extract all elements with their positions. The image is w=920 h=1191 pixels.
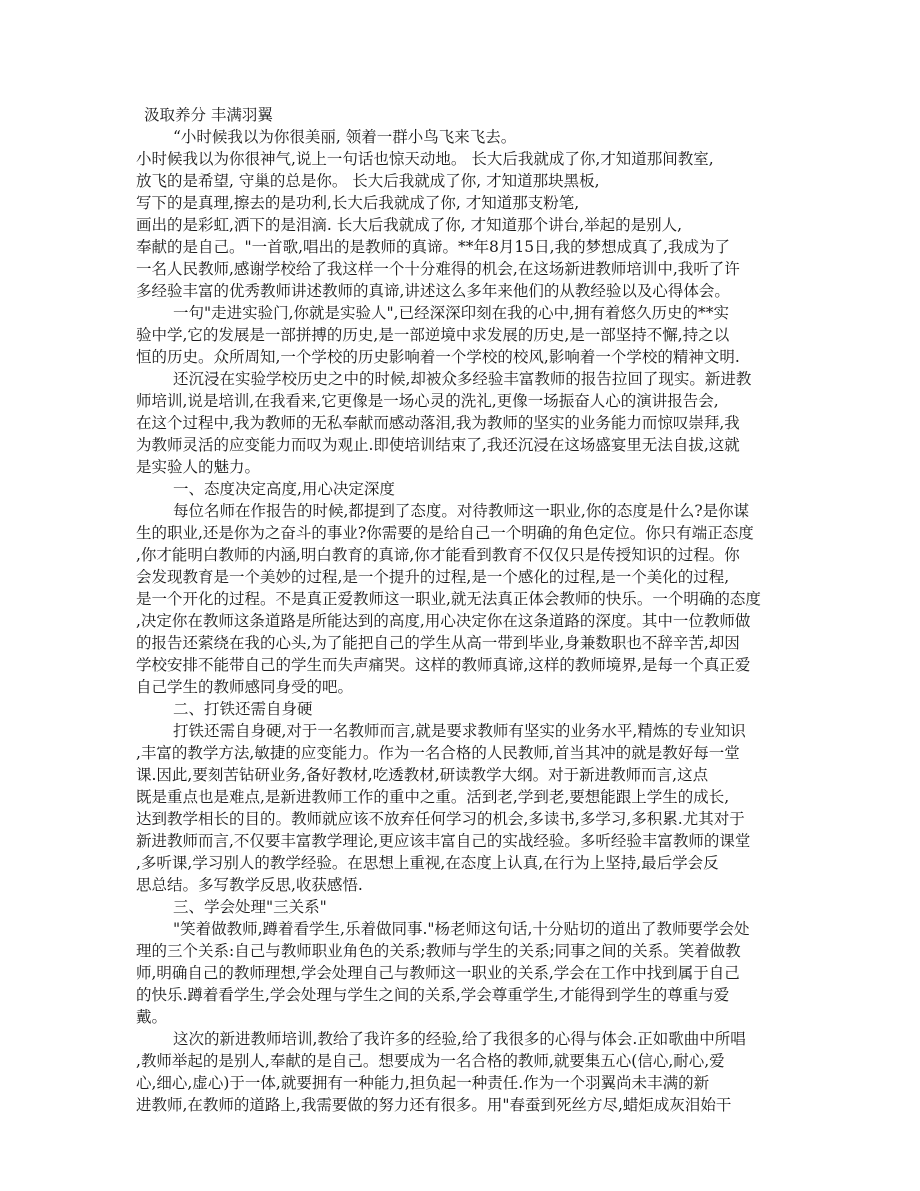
text-line: 会发现教育是一个美妙的过程,是一个提升的过程,是一个感化的过程,是一个美化的过程, [136, 568, 730, 586]
text-line: 既是重点也是难点,是新进教师工作的重中之重。活到老,学到老,要想能跟上学生的成长, [136, 788, 730, 806]
text-line: 的快乐.蹲着看学生,学会处理与学生之间的关系,学会尊重学生,才能得到学生的尊重与爱 [136, 986, 730, 1004]
section-heading: 一、态度决定高度,用心决定深度 [173, 480, 395, 498]
text-line: 生的职业,还是你为之奋斗的事业?你需要的是给自己一个明确的角色定位。你只有端正态度 [136, 524, 754, 542]
section-heading: 三、学会处理"三关系" [173, 898, 327, 916]
text-line: 课.因此,要刻苦钻研业务,备好教材,吃透教材,研读教学大纲。对于新进教师而言,这点 [136, 766, 709, 784]
text-line: 师培训,说是培训,在我看来,它更像是一场心灵的洗礼,更像一场振奋人心的演讲报告会, [136, 392, 719, 410]
text-line: 还沉浸在实验学校历史之中的时候,却被众多经验丰富教师的报告拉回了现实。新进教 [173, 370, 752, 388]
text-line: "笑着做教师,蹲着看学生,乐着做同事."杨老师这句话,十分贴切的道出了教师要学会处 [173, 920, 750, 938]
text-line: 多经验丰富的优秀教师讲述教师的真谛,讲述这么多年来他们的从教经验以及心得体会。 [136, 282, 730, 300]
text-line: ,决定你在教师这条道路是所能达到的高度,用心决定你在这条道路的深度。其中一位教师做 [136, 612, 751, 630]
text-line: 小时候我以为你很神气,说上一句话也惊天动地。 长大后我就成了你,才知道那间教室, [136, 150, 714, 168]
text-line: 新进教师而言,不仅要丰富教学理论,更应该丰富自己的实战经验。多听经验丰富教师的课堂 [136, 832, 751, 850]
text-line: 放飞的是希望, 守巢的总是你。 长大后我就成了你, 才知道那块黑板, [136, 172, 600, 190]
text-line: 达到教学相长的目的。教师就应该不放弃任何学习的机会,多读书,多学习,多积累.尤其对于 [136, 810, 745, 828]
text-line: 理的三个关系:自己与教师职业角色的关系;教师与学生的关系;同事之间的关系。笑着做教 [136, 942, 741, 960]
text-line: 的报告还萦绕在我的心头,为了能把自己的学生从高一带到毕业,身兼数职也不辞辛苦,却因 [136, 634, 740, 652]
text-line: “小时候我以为你很美丽, 领着一群小鸟飞来飞去。 [173, 128, 517, 146]
document-title: 汲取养分 丰满羽翼 [144, 106, 273, 124]
text-line: 自己学生的教师感同身受的吧。 [136, 678, 354, 696]
text-line: 写下的是真理,擦去的是功利,长大后我就成了你, 才知道那支粉笔, [136, 194, 580, 212]
text-line: 打铁还需自身硬,对于一名教师而言,就是要求教师有坚实的业务水平,精炼的专业知识 [173, 722, 746, 740]
text-line: ,多听课,学习别人的教学经验。在思想上重视,在态度上认真,在行为上坚持,最后学会反 [136, 854, 719, 872]
text-line: 戴。 [136, 1008, 168, 1026]
text-line: 每位名师在作报告的时候,都提到了态度。对待教师这一职业,你的态度是什么?是你谋 [173, 502, 750, 520]
section-heading: 二、打铁还需自身硬 [173, 700, 313, 718]
text-line: 为教师灵活的应变能力而叹为观止.即使培训结束了,我还沉浸在这场盛宴里无法自拔,这就 [136, 436, 740, 454]
text-line: 验中学,它的发展是一部拼搏的历史,是一部逆境中求发展的历史,是一部坚持不懈,持之以 [136, 326, 730, 344]
text-line: 是实验人的魅力。 [136, 458, 261, 476]
text-line: 奉献的是自己。"一首歌,唱出的是教师的真谛。**年8月15日,我的梦想成真了,我成为了 [136, 238, 730, 256]
text-line: 一名人民教师,感谢学校给了我这样一个十分难得的机会,在这场新进教师培训中,我听了许 [136, 260, 740, 278]
text-line: 师,明确自己的教师理想,学会处理自己与教师这一职业的关系,学会在工作中找到属于自己 [136, 964, 740, 982]
text-line: 进教师,在教师的道路上,我需要做的努力还有很多。用"春蚕到死丝方尽,蜡炬成灰泪始干 [136, 1096, 732, 1114]
text-line: 一句"走进实验门,你就是实验人",已经深深印刻在我的心中,拥有着悠久历史的**实 [173, 304, 730, 322]
text-line: 这次的新进教师培训,教给了我许多的经验,给了我很多的心得与体会.正如歌曲中所唱 [173, 1030, 746, 1048]
text-line: 思总结。多写教学反思,收获感悟. [136, 876, 363, 894]
text-line: 画出的是彩虹,洒下的是泪滴. 长大后我就成了你, 才知道那个讲台,举起的是别人, [136, 216, 682, 234]
text-line: 学校安排不能带自己的学生而失声痛哭。这样的教师真谛,这样的教师境界,是每一个真正爱 [136, 656, 751, 674]
text-line: 恒的历史。众所周知,一个学校的历史影响着一个学校的校风,影响着一个学校的精神文明. [136, 348, 740, 366]
text-line: ,丰富的教学方法,敏捷的应变能力。作为一名合格的人民教师,首当其冲的就是教好每一堂 [136, 744, 740, 762]
text-line: ,你才能明白教师的内涵,明白教育的真谛,你才能看到教育不仅仅只是传授知识的过程。你 [136, 546, 740, 564]
text-line: 心,细心,虚心)于一体,就要拥有一种能力,担负起一种责任.作为一个羽翼尚未丰满的新 [136, 1074, 710, 1092]
text-line: 是一个开化的过程。不是真正爱教师这一职业,就无法真正体会教师的快乐。一个明确的态度 [136, 590, 761, 608]
text-line: 在这个过程中,我为教师的无私奉献而感动落泪,我为教师的坚实的业务能力而惊叹崇拜,我 [136, 414, 740, 432]
text-line: ,教师举起的是别人,奉献的是自己。想要成为一名合格的教师,就要集五心(信心,耐心,爱 [136, 1052, 725, 1070]
